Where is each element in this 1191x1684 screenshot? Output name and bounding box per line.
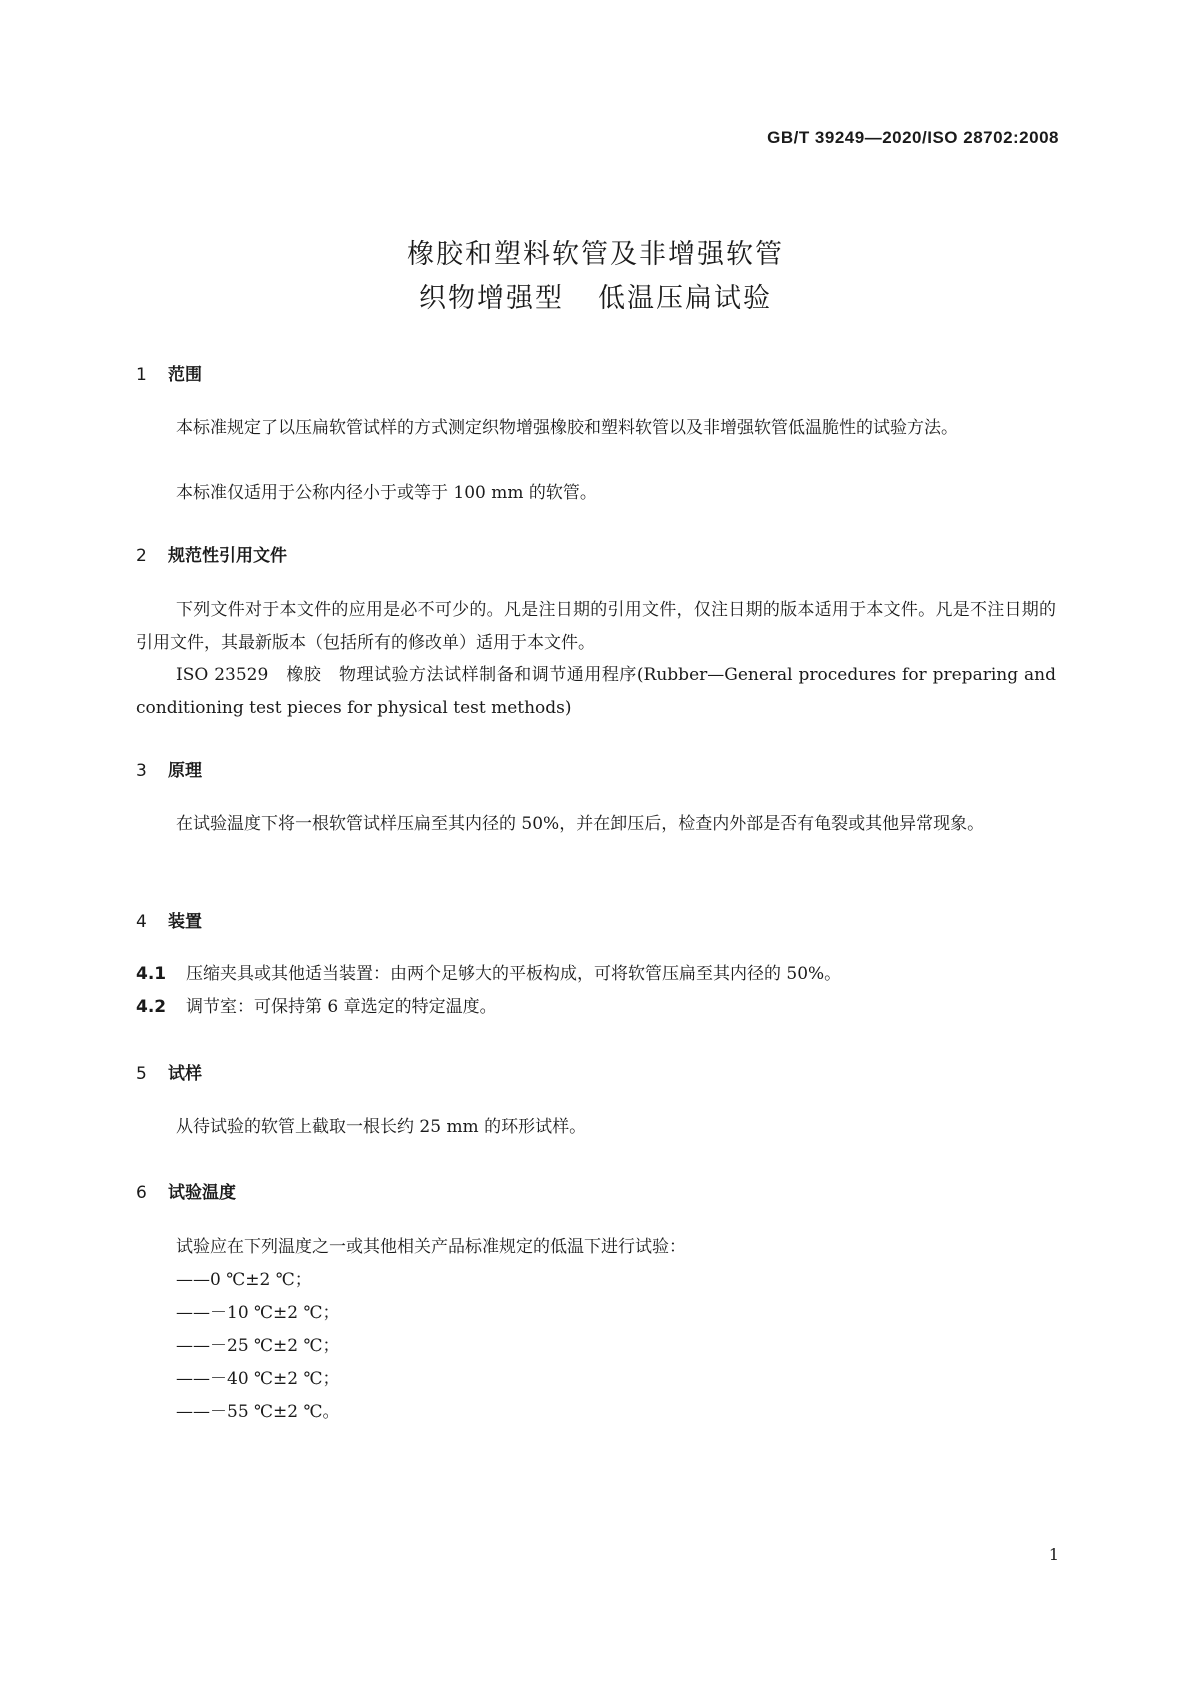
section-number: 3 [136,761,147,781]
clause-number: 4.2 [136,997,167,1017]
section-title: 装置 [168,912,202,932]
section-3-paragraph-1: 在试验温度下将一根软管试样压扁至其内径的 50%，并在卸压后，检查内外部是否有龟裂或其他异常现象。 [176,814,985,834]
section-number: 4 [136,912,147,932]
section-4-heading [136,907,202,932]
clause-number: 4.1 [136,964,167,984]
section-2-reference: ISO 23529 橡胶 物理试验方法试样制备和调节通用程序(Rubber—General procedures for preparing and conditioning test pieces for physical test methods) [136,665,1056,718]
section-6-heading [136,1178,236,1203]
title-line-2 [0,276,1191,315]
title-line-2-part-b: 低温压扁试验 [598,283,772,314]
temperature-item: ——0 ℃±2 ℃； [176,1270,312,1290]
page-number: 1 [1048,1545,1059,1564]
section-3-heading [136,756,202,781]
temperature-item: ——－25 ℃±2 ℃； [176,1336,340,1356]
section-2-paragraph-1: 下列文件对于本文件的应用是必不可少的。凡是注日期的引用文件，仅注日期的版本适用于本文件。凡是不注日期的引用文件，其最新版本（包括所有的修改单）适用于本文件。 [136,600,1056,653]
section-title: 试样 [168,1064,202,1084]
temperature-item: ——－55 ℃±2 ℃。 [176,1402,340,1422]
section-5-heading [136,1059,202,1084]
temperature-item: ——－40 ℃±2 ℃； [176,1369,340,1389]
clause-text: 压缩夹具或其他适当装置：由两个足够大的平板构成，可将软管压扁至其内径的 50%。 [186,964,842,984]
temperature-item: ——－10 ℃±2 ℃； [176,1303,340,1323]
title-line-1: 橡胶和塑料软管及非增强软管 [407,239,784,270]
section-title: 试验温度 [168,1183,236,1203]
section-1-paragraph-2: 本标准仅适用于公称内径小于或等于 100 mm 的软管。 [176,483,597,503]
title-line-2-part-a: 织物增强型 [419,283,564,314]
section-title: 范围 [168,365,202,385]
section-2-heading [136,541,287,566]
section-6-intro: 试验应在下列温度之一或其他相关产品标准规定的低温下进行试验： [176,1237,686,1257]
standard-number: GB/T 39249—2020/ISO 28702:2008 [767,128,1059,147]
section-1-paragraph-1: 本标准规定了以压扁软管试样的方式测定织物增强橡胶和塑料软管以及非增强软管低温脆性的试验方法。 [176,418,958,438]
clause-4-2 [136,991,497,1024]
section-number: 1 [136,365,147,385]
section-title: 规范性引用文件 [168,546,287,566]
section-number: 6 [136,1183,147,1203]
section-1-heading [136,360,202,385]
section-title: 原理 [168,761,202,781]
clause-text: 调节室：可保持第 6 章选定的特定温度。 [186,997,497,1017]
section-5-paragraph-1: 从待试验的软管上截取一根长约 25 mm 的环形试样。 [176,1117,587,1137]
section-number: 5 [136,1064,147,1084]
clause-4-1 [136,958,841,991]
section-number: 2 [136,546,147,566]
